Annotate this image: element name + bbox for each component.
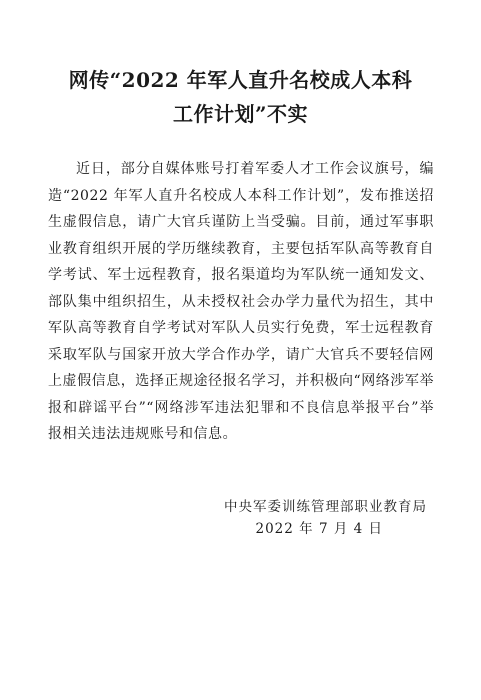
body-paragraph: 近日，部分自媒体账号打着军委人才工作会议旗号，编造“2022 年军人直升名校成人本科工作计划”，发布推送招生虚假信息，请广大官兵谨防上当受骗。目前，通过军事职业教育组织开展的学历继续教育，主要包括军队高等教育自学考试、军士远程教育，报名渠道均为军队统一通知发文、部队集中组织招生，从未授权社会办学力量代为招生，其中军队高等教育自学考试对军队人员实行免费，军士远程教育采取军队与国家开放大学合作办学，请广大官兵不要轻信网上虚假信息，选择正规途径报名学习，并积极向“网络涉军举报和辟谣平台”“网络涉军违法犯罪和不良信息举报平台”举报相关违法违规账号和信息。 <box>48 161 435 442</box>
document-title-line-2: 工作计划”不实 <box>172 102 308 126</box>
signature-date: 2022 年 7 月 4 日 <box>255 521 383 537</box>
document-title-line-1: 网传“2022 年军人直升名校成人本科 <box>68 68 413 92</box>
signature-organization: 中央军委训练管理部职业教育局 <box>224 499 427 515</box>
document-body <box>48 156 434 448</box>
